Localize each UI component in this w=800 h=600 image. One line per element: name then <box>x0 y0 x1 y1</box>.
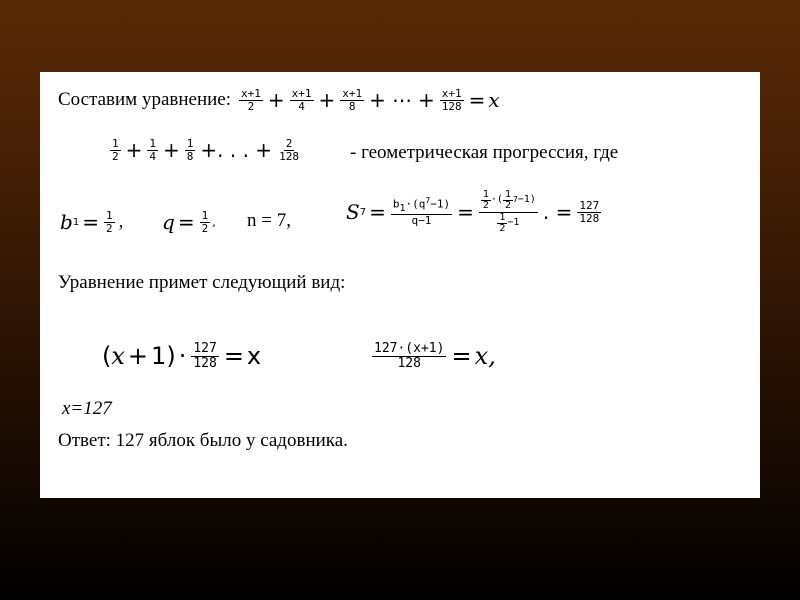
plus-sign: + <box>318 88 336 112</box>
fraction-term: $\frac{x+1}{128}$ <box>441 86 462 113</box>
plus-sign: + <box>125 138 143 162</box>
equation-line-1 <box>58 80 500 120</box>
fraction-term: $\frac{1}{4}$ <box>149 136 157 163</box>
equation-right: $\frac{127\cdot(x+1)}{128}$ = x, <box>374 340 496 371</box>
fraction-term: $\frac{x+1}{4}$ <box>291 86 312 113</box>
plus-sign: + <box>369 88 386 112</box>
equation-left: ( x + 1 ) · $\frac{127}{128}$ = x <box>102 340 262 371</box>
sum-substituted-fraction: $\frac{1}{2}$ · ( $\frac{1}{2}$ 7 −1) $\frac{1}{2}$ −1 <box>479 190 538 235</box>
ellipsis: ⋯ <box>391 88 412 112</box>
plus-sign: + <box>417 88 435 112</box>
solution-value: x=127 <box>62 398 112 419</box>
n-value: n = 7, <box>247 210 291 231</box>
q-definition: q = $\frac{1}{2}$ , <box>162 208 216 235</box>
sum-result: $\frac{127}{128}$ <box>579 198 600 225</box>
fraction-term: $\frac{2}{128}$ <box>279 136 299 163</box>
ellipsis: +. . . + <box>200 138 273 162</box>
plus-sign: + <box>163 138 180 162</box>
equation-label: Составим уравнение: <box>58 89 232 110</box>
sum-formula: S 7 = $\frac{b_1\cdot(q^7-1)}{q-1}$ = $\frac{1}{2}$ · ( $\frac{1}{2}$ 7 −1) $\frac{1}{2}$ −1 . = $\frac{127}{128}$ <box>346 188 600 234</box>
b1-definition: b 1 = $\frac{1}{2}$ , <box>60 208 124 235</box>
fraction-term: $\frac{1}{8}$ <box>186 136 194 163</box>
transition-text: Уравнение примет следующий вид: <box>58 272 346 293</box>
equals-sign: = <box>468 88 486 112</box>
slide-content <box>40 72 760 498</box>
variable-x: x <box>488 88 500 112</box>
plus-sign: + <box>267 88 285 112</box>
fraction-term: $\frac{x+1}{8}$ <box>342 86 363 113</box>
fraction-term: $\frac{x+1}{2}$ <box>241 86 261 113</box>
sum-formula-fraction: $\frac{b_1\cdot(q^7-1)}{q-1}$ <box>392 196 451 228</box>
answer-text: Ответ: 127 яблок было у садовника. <box>58 430 348 451</box>
progression-line <box>108 128 303 172</box>
fraction-term: $\frac{1}{2}$ <box>112 136 119 163</box>
progression-text: - геометрическая прогрессия, где <box>350 142 619 163</box>
